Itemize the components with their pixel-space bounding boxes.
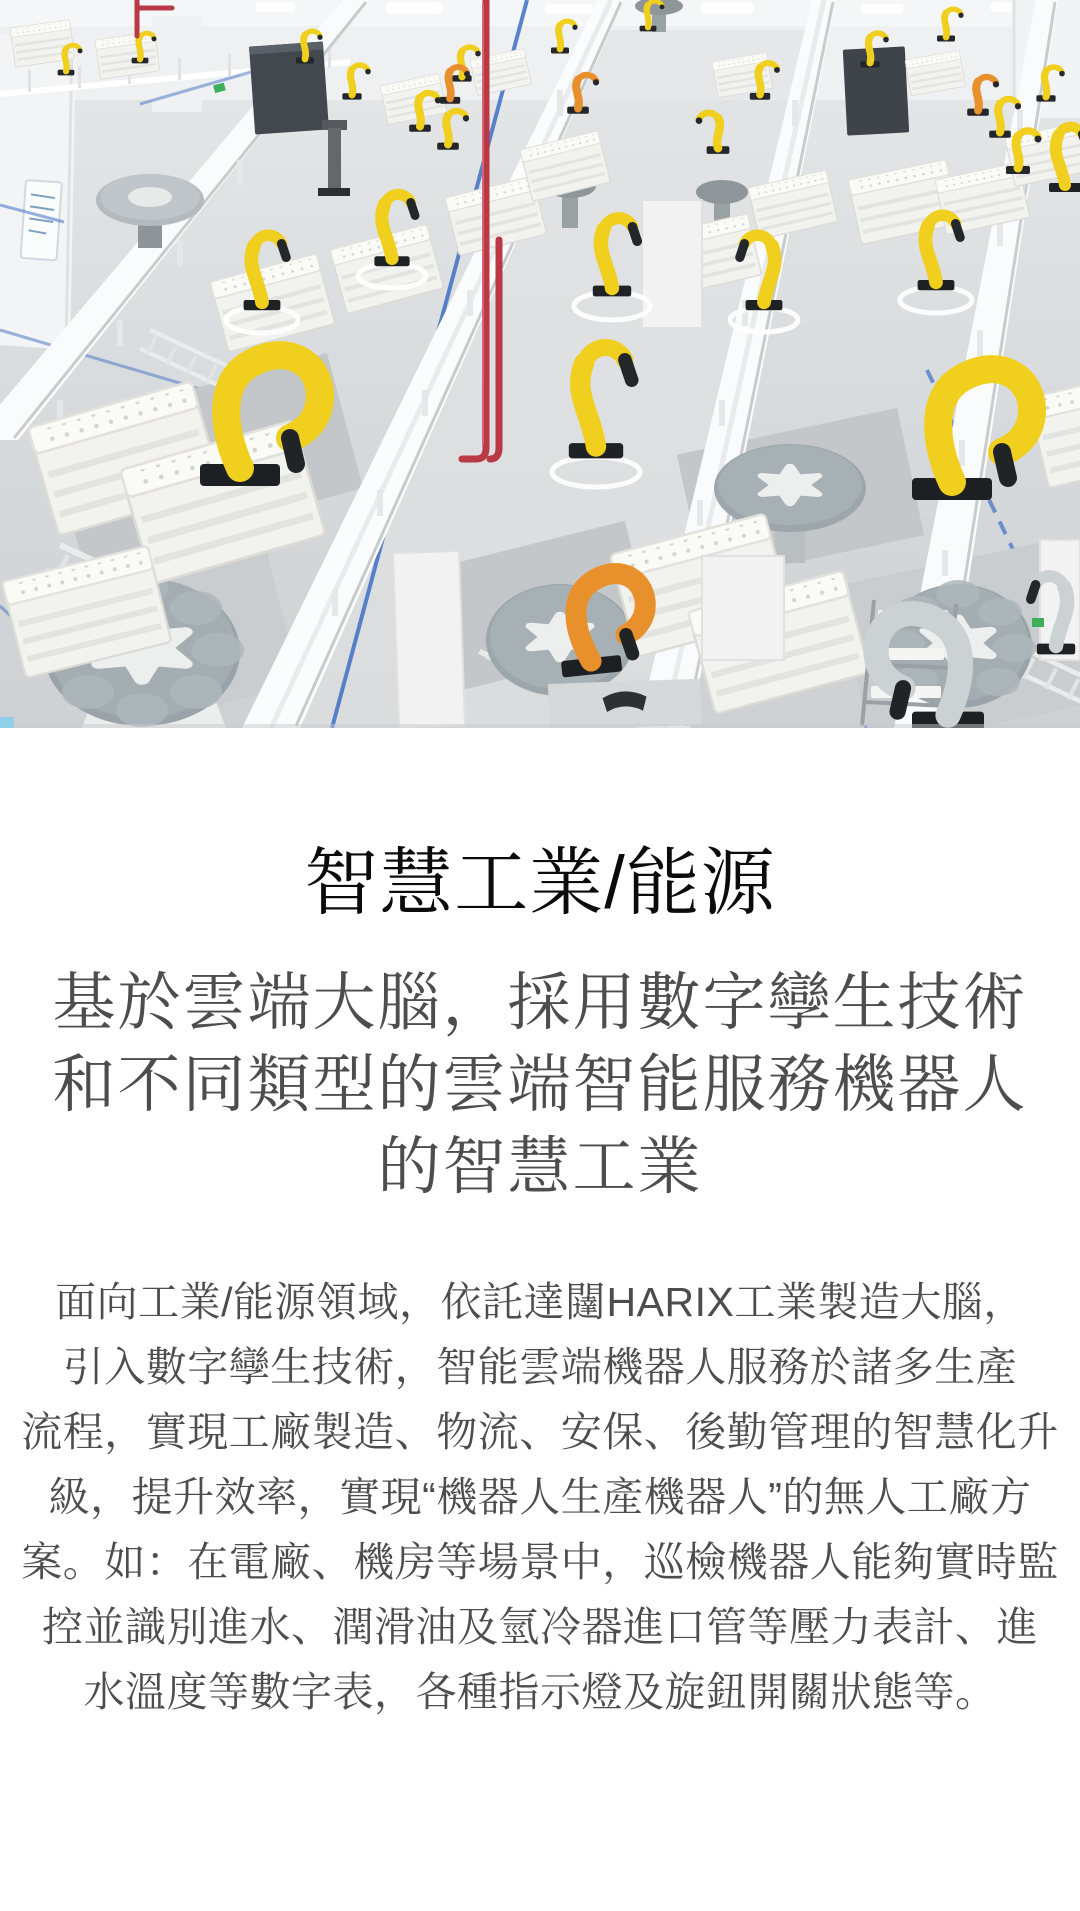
section-title: 智慧工業/能源 xyxy=(304,841,776,924)
section-subtitle xyxy=(0,962,1080,1208)
description-line: 流程，實現工廠製造、物流、安保、後勤管理的智慧化升 xyxy=(21,1409,1059,1455)
description-line: 級，提升效率，實現“機器人生產機器人”的無人工廠方 xyxy=(48,1474,1032,1520)
subtitle-line: 基於雲端大腦，採用數字孿生技術 xyxy=(52,968,1028,1038)
section-description xyxy=(0,1270,1080,1725)
description-line: 面向工業/能源領域，依託達闥HARIX工業製造大腦， xyxy=(55,1279,1025,1325)
description-line: 控並識別進水、潤滑油及氫冷器進口管等壓力表計、進 xyxy=(42,1604,1038,1650)
subtitle-line: 的智慧工業 xyxy=(377,1132,703,1202)
description-line: 水溫度等數字表，各種指示燈及旋鈕開關狀態等。 xyxy=(83,1669,997,1715)
description-line: 案。如：在電廠、機房等場景中，巡檢機器人能夠實時監 xyxy=(21,1539,1059,1585)
video-frame-artifact xyxy=(0,717,14,728)
factory-scene-illustration xyxy=(0,0,1080,728)
description-line: 引入數字孿生技術，智能雲端機器人服務於諸多生產 xyxy=(62,1344,1018,1390)
subtitle-line: 和不同類型的雲端智能服務機器人 xyxy=(52,1050,1028,1120)
factory-video-frame xyxy=(0,0,1080,728)
